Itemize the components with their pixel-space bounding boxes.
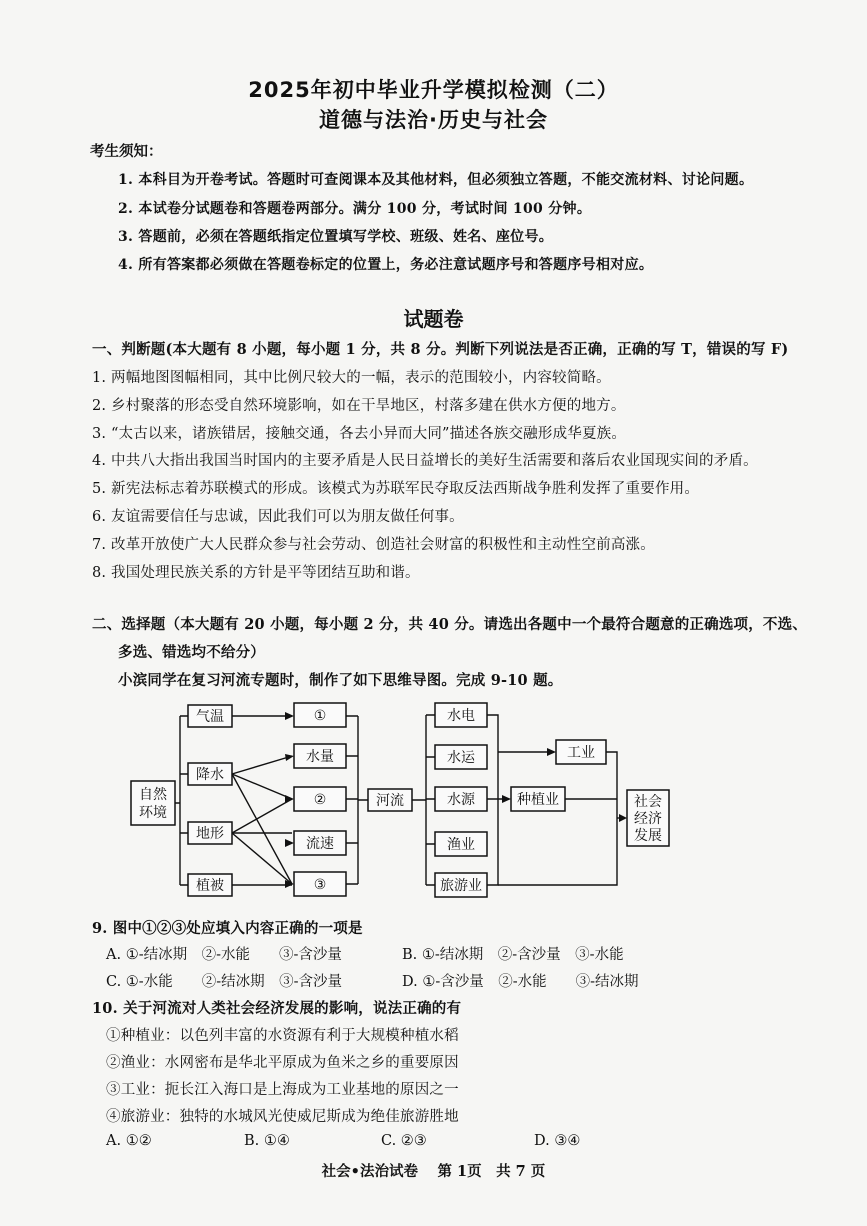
arrow-rain-3 [232,774,292,884]
arrow-terrain-3 [232,833,292,884]
q10-option-d: D. ③④ [534,1133,581,1149]
arrow-rain-flow [232,756,292,774]
part2-intro: 小滨同学在复习河流专题时，制作了如下思维导图。完成 9-10 题。 [118,672,563,689]
node-farm-label: 种植业 [517,792,559,808]
node-dev-line1: 社会 [634,794,662,810]
q9-option-d: D. ①-含沙量 ②-水能 ③-结冰期 [402,974,639,990]
notice-item: 4. 所有答案都必须做在答题卷标定的位置上，务必注意试题序号和答题序号相对应。 [118,257,654,273]
node-blank2-label: ② [313,792,327,808]
notice-item: 1. 本科目为开卷考试。答题时可查阅课本及其他材料，但必须独立答题，不能交流材料、讨论问题。 [118,172,754,188]
node-tour-label: 旅游业 [440,878,482,894]
notice-heading: 考生须知： [90,143,163,160]
part2-heading: 二、选择题（本大题有 20 小题，每小题 2 分，共 40 分。请选出各题中一个最符合题意的正确选项，不选、 [92,616,808,633]
judge-item-5: 5. 新宪法标志着苏联模式的形成。该模式为苏联军民夺取反法西斯战争胜利发挥了重要作用。 [92,481,700,497]
q10-statement-1: ①种植业：以色列丰富的水资源有利于大规模种植水稻 [106,1028,459,1044]
judge-item-4: 4. 中共八大指出我国当时国内的主要矛盾是人民日益增长的美好生活需要和落后农业国现实间的矛盾。 [92,453,758,469]
paper-title: 试题卷 [403,307,464,331]
arrow-rain-2 [232,774,292,799]
judge-item-8: 8. 我国处理民族关系的方针是平等团结互助和谐。 [92,565,420,581]
bracket-right [498,752,617,885]
node-nature-line1: 自然 [139,787,167,803]
q10-statement-2: ②渔业：水网密布是华北平原成为鱼米之乡的重要原因 [106,1055,459,1071]
arrowheads-left [285,712,294,888]
q9-stem: 9. 图中①②③处应填入内容正确的一项是 [92,920,363,937]
judge-item-7: 7. 改革开放使广大人民群众参与社会劳动、创造社会财富的积极性和主动性空前高涨。 [92,537,655,553]
node-river-label: 河流 [376,793,404,809]
node-rain-label: 降水 [196,767,224,783]
node-nature-line2: 环境 [139,805,167,821]
node-speed-label: 流速 [306,836,334,852]
bracket-river-uses [412,715,435,885]
node-veg-label: 植被 [196,878,224,894]
bracket-to-river [346,716,368,884]
node-fish-label: 渔业 [447,837,475,853]
node-dev-line2: 经济 [634,811,662,827]
node-dev-line3: 发展 [634,828,662,844]
q9-option-c: C. ①-水能 ②-结冰期 ③-含沙量 [106,974,342,990]
node-blank1-label: ① [313,708,327,724]
notice-item: 3. 答题前，必须在答题纸指定位置填写学校、班级、姓名、座位号。 [118,229,554,245]
q10-option-b: B. ①④ [244,1133,290,1149]
judge-item-3: 3. “太古以来，诸族错居，接触交通，各去小异而大同”描述各族交融形成华夏族。 [92,426,627,442]
q10-stem: 10. 关于河流对人类社会经济发展的影响，说法正确的有 [92,1000,462,1017]
bracket-nature [175,716,188,885]
judge-item-6: 6. 友谊需要信任与忠诚，因此我们可以为朋友做任何事。 [92,509,464,525]
part1-heading: 一、判断题(本大题有 8 小题，每小题 1 分，共 8 分。判断下列说法是否正确，正确的写 T，错误的写 F) [92,341,789,358]
node-terrain-label: 地形 [196,826,224,842]
node-source-label: 水源 [447,792,475,808]
judge-item-1: 1. 两幅地图图幅相同，其中比例尺较大的一幅，表示的范围较小，内容较简略。 [92,370,611,386]
node-temp-label: 气温 [196,709,224,725]
bracket-uses-right [487,715,498,885]
q10-statement-3: ③工业：扼长江入海口是上海成为工业基地的原因之一 [106,1082,459,1098]
node-ship-label: 水运 [447,750,475,766]
q10-statement-4: ④旅游业：独特的水城风光使威尼斯成为绝佳旅游胜地 [106,1109,459,1125]
page-footer: 社会•法治试卷 第 1页 共 7 页 [321,1163,546,1180]
part2-heading-cont: 多选、错选均不给分） [118,644,265,661]
node-industry-label: 工业 [567,745,595,761]
q9-option-a: A. ①-结冰期 ②-水能 ③-含沙量 [106,947,342,963]
exam-title: 2025年初中毕业升学模拟检测（二） [248,78,619,102]
q9-option-b: B. ①-结冰期 ②-含沙量 ③-水能 [402,947,624,963]
node-hydro-label: 水电 [447,708,475,724]
node-flow-label: 水量 [306,749,334,765]
exam-subtitle: 道德与法治·历史与社会 [319,108,548,132]
q10-option-a: A. ①② [106,1133,152,1149]
notice-item: 2. 本试卷分试题卷和答题卷两部分。满分 100 分，考试时间 100 分钟。 [118,201,592,217]
q10-option-c: C. ②③ [381,1133,427,1149]
node-blank3-label: ③ [313,877,327,893]
judge-item-2: 2. 乡村聚落的形态受自然环境影响，如在干旱地区，村落多建在供水方便的地方。 [92,398,626,414]
